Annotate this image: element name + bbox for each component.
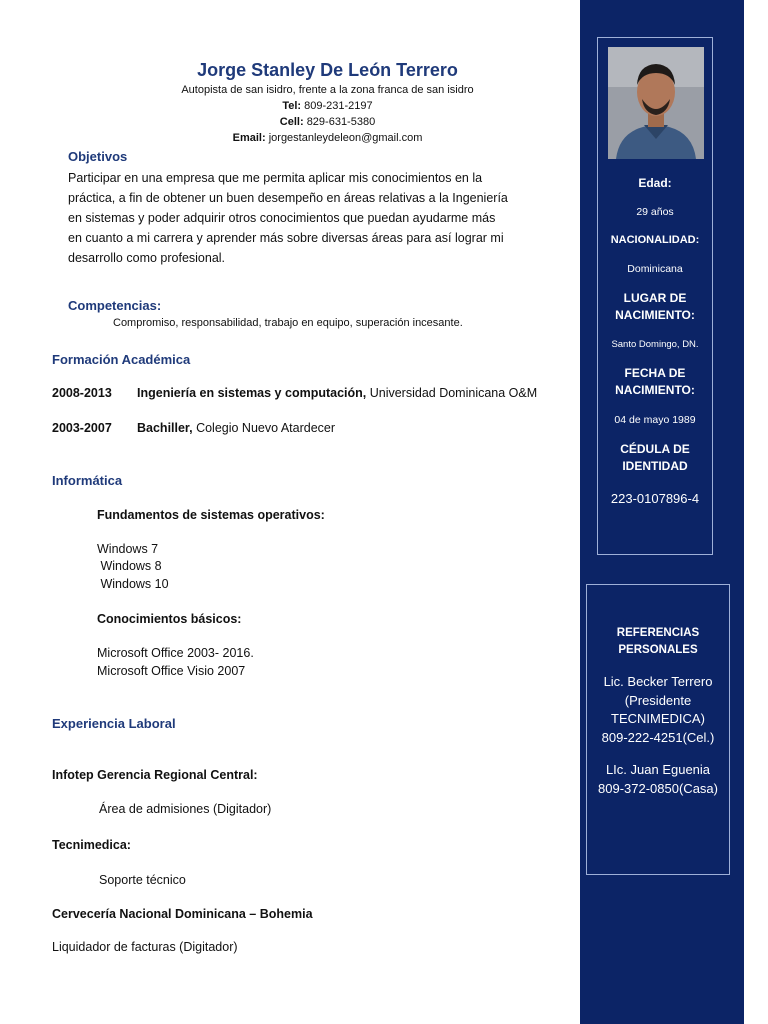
formacion-school: Colegio Nuevo Atardecer [192, 421, 336, 435]
formacion-item [52, 386, 537, 400]
formacion-years: 2008-2013 [52, 386, 112, 400]
reference-line: 809-372-0850(Casa) [598, 780, 718, 796]
page-margin [744, 0, 768, 1024]
objetivos-line: en cuanto a mi carrera y aprender más sobre diversas áreas para así lograr mi [68, 231, 504, 245]
cell-value: 829-631-5380 [306, 116, 376, 128]
address: Autopista de san isidro, frente a la zona franca de san isidro [181, 84, 474, 96]
fecha-label-line: NACIMIENTO: [615, 383, 695, 397]
basic-title: Conocimientos básicos: [97, 612, 242, 626]
so-item: Windows 10 [97, 577, 169, 591]
objetivos-line: desarrollo como profesional. [68, 251, 226, 265]
edad-label: Edad: [638, 176, 672, 190]
objetivos-line: práctica, a fin de obtener un buen desempeño en áreas relativas a la Ingeniería [68, 191, 508, 205]
so-title: Fundamentos de sistemas operativos: [97, 508, 325, 522]
referencias-title-line: PERSONALES [618, 644, 698, 656]
cell-label: Cell: [279, 116, 304, 128]
reference-line: Lic. Becker Terrero [603, 674, 713, 689]
cell-line [0, 116, 655, 128]
formacion-degree: Ingeniería en sistemas y computación, [137, 386, 367, 400]
lugar-label-line: LUGAR DE [623, 291, 687, 305]
experiencia-heading: Experiencia Laboral [52, 716, 176, 731]
objetivos-line: Participar en una empresa que me permita aplicar mis conocimientos en la [68, 171, 483, 185]
informatica-heading: Informática [52, 473, 123, 488]
basic-item: Microsoft Office 2003- 2016. [97, 646, 254, 660]
objetivos-text [68, 168, 518, 268]
lugar-label [597, 290, 713, 324]
competencias-heading: Competencias: [68, 298, 162, 313]
edad-value: 29 años [636, 206, 674, 218]
formacion-years: 2003-2007 [52, 421, 112, 435]
cedula-label-line: CÉDULA DE [620, 442, 690, 456]
nacionalidad-value: Dominicana [627, 263, 683, 275]
so-item: Windows 8 [97, 559, 162, 573]
tel-label: Tel: [282, 100, 302, 112]
formacion-heading: Formación Académica [52, 352, 191, 367]
formacion-item [52, 421, 335, 435]
objetivos-line: en sistemas y poder adquirir otros conocimientos que puedan ayudarme más [68, 211, 496, 225]
email-value: jorgestanleydeleon@gmail.com [268, 132, 423, 144]
lugar-label-line: NACIMIENTO: [615, 308, 695, 322]
formacion-degree: Bachiller, [137, 421, 193, 435]
referencias-title [586, 625, 730, 659]
candidate-name: Jorge Stanley De León Terrero [197, 60, 458, 80]
job-role: Soporte técnico [99, 873, 186, 887]
job-role: Área de admisiones (Digitador) [99, 802, 272, 816]
reference-line: (Presidente [624, 692, 692, 708]
competencias-text: Compromiso, responsabilidad, trabajo en equipo, superación incesante. [113, 317, 463, 329]
basic-item: Microsoft Office Visio 2007 [97, 664, 246, 678]
lugar-value: Santo Domingo, DN. [611, 339, 699, 350]
objetivos-heading: Objetivos [68, 149, 128, 164]
reference-line: TECNIMEDICA) [611, 711, 705, 726]
reference-1 [586, 673, 730, 747]
job-company: Tecnimedica: [52, 838, 131, 852]
referencias-title-line: REFERENCIAS [616, 627, 700, 639]
cedula-label-line: IDENTIDAD [622, 459, 688, 473]
email-line [0, 132, 655, 144]
so-item: Windows 7 [97, 542, 159, 556]
fecha-label-line: FECHA DE [624, 366, 686, 380]
fecha-label [597, 365, 713, 399]
reference-line: LIc. Juan Eguenia [605, 762, 711, 777]
reference-line: 809-222-4251(Cel.) [601, 729, 715, 745]
tel-value: 809-231-2197 [304, 100, 373, 112]
job-company: Infotep Gerencia Regional Central: [52, 768, 258, 782]
email-label: Email: [232, 132, 266, 144]
profile-photo [608, 47, 704, 159]
tel-line [0, 100, 655, 112]
fecha-value: 04 de mayo 1989 [614, 414, 696, 426]
reference-2 [586, 761, 730, 798]
cedula-label [597, 441, 713, 475]
cedula-value: 223-0107896-4 [610, 491, 700, 506]
job-role: Liquidador de facturas (Digitador) [52, 940, 238, 954]
profile-photo-graphic [608, 47, 704, 159]
nacionalidad-label: NACIONALIDAD: [610, 234, 700, 246]
job-company: Cervecería Nacional Dominicana – Bohemia [52, 907, 313, 921]
formacion-school: Universidad Dominicana O&M [366, 386, 538, 400]
